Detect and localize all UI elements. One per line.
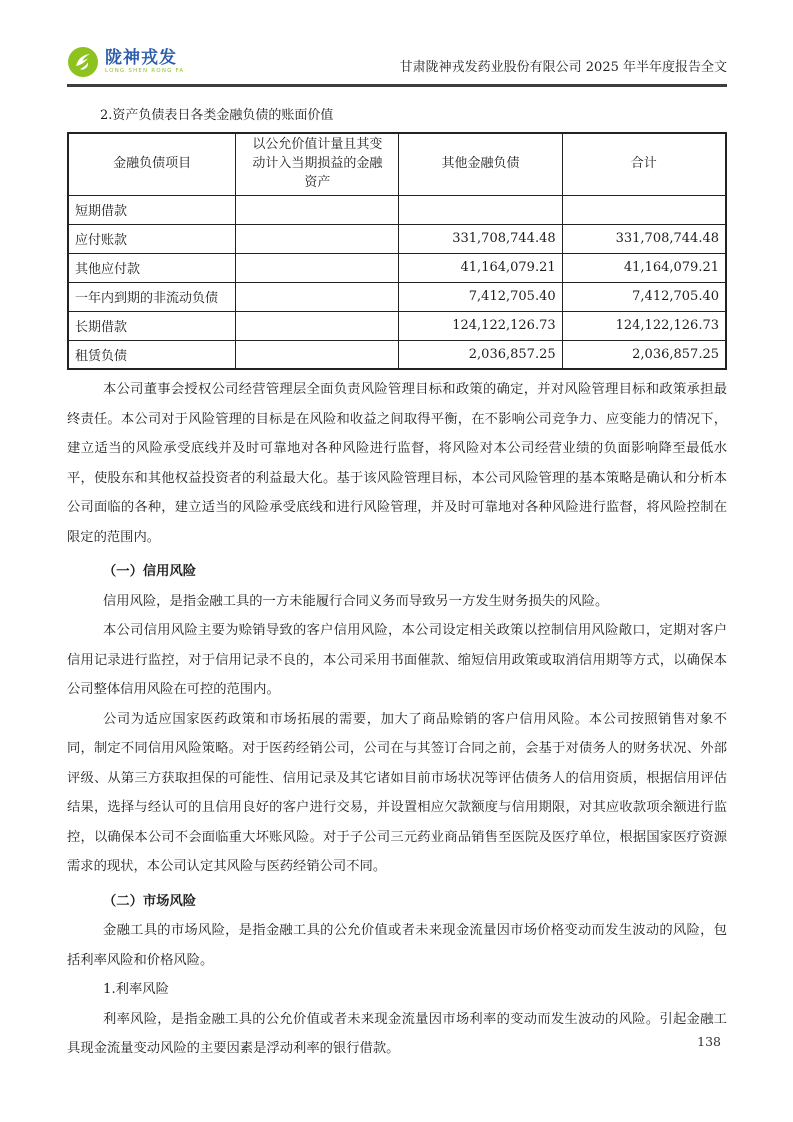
row-fvtpl-value [236,311,399,340]
page-header [67,0,727,87]
table-row [68,224,726,253]
row-item-label: 长期借款 [68,311,236,340]
row-other-value: 2,036,857.25 [399,340,562,369]
heading-credit-risk: （一）信用风险 [103,564,197,580]
row-other-value [399,195,562,224]
logo-en-name: LONG SHEN RONG FA [105,67,185,74]
row-total-value: 331,708,744.48 [562,224,726,253]
paragraph-credit-risk-control: 本公司信用风险主要为赊销导致的客户信用风险，本公司设定相关政策以控制信用风险敞口，定期对客户信用记录进行监控，对于信用记录不良的，本公司采用书面催款、缩短信用政策或取消信用期等方式，以确保本公司整体信用风险在可控的范围内。 [67,623,727,698]
heading-market-risk: （二）市场风险 [103,893,197,909]
row-fvtpl-value [236,253,399,282]
row-item-label: 短期借款 [68,195,236,224]
row-item-label: 租赁负债 [68,340,236,369]
row-total-value: 2,036,857.25 [562,340,726,369]
paragraph-interest-rate-risk: 利率风险，是指金融工具的公允价值或者未来现金流量因市场利率的变动而发生波动的风险。引起金融工具现金流量变动风险的主要因素是浮动利率的银行借款。 [67,1011,727,1057]
row-fvtpl-value [236,340,399,369]
logo-text [105,47,185,75]
subheading-interest-rate-risk: 1.利率风险 [103,982,169,998]
table-header-row [68,133,726,195]
col-header-other: 其他金融负债 [399,133,562,195]
table-caption: 2.资产负债表日各类金融负债的账面价值 [100,108,334,123]
body-text [67,375,727,1064]
row-other-value: 7,412,705.40 [399,282,562,311]
logo-cn-name: 陇神戎发 [105,47,177,68]
financial-liabilities-table [67,132,727,370]
row-item-label: 应付账款 [68,224,236,253]
row-fvtpl-value [236,282,399,311]
table-row [68,253,726,282]
row-other-value: 124,122,126.73 [399,311,562,340]
col-header-total: 合计 [562,133,726,195]
row-total-value: 41,164,079.21 [562,253,726,282]
table-row [68,195,726,224]
row-other-value: 41,164,079.21 [399,253,562,282]
table-row [68,282,726,311]
row-other-value: 331,708,744.48 [399,224,562,253]
row-total-value: 7,412,705.40 [562,282,726,311]
table-row [68,311,726,340]
row-total-value [562,195,726,224]
row-fvtpl-value [236,195,399,224]
paragraph-risk-policy: 本公司董事会授权公司经营管理层全面负责风险管理目标和政策的确定，并对风险管理目标和政策承担最终责任。本公司对于风险管理的目标是在风险和收益之间取得平衡，在不影响公司竞争力、应变能力的情况下，建立适当的风险承受底线并及时可靠地对各种风险进行监督，将风险对本公司经营业绩的负面影响降至最低水平，使股东和其他权益投资者的利益最大化。基于该风险管理目标，本公司风险管理的基本策略是确认和分析本公司面临的各种，建立适当的风险承受底线和进行风险管理，并及时可靠地对各种风险进行监督，将风险控制在限定的范围内。 [67,382,727,545]
row-item-label: 其他应付款 [68,253,236,282]
row-total-value: 124,122,126.73 [562,311,726,340]
page-number: 138 [697,1034,721,1049]
paragraph-credit-risk-def: 信用风险，是指金融工具的一方未能履行合同义务而导致另一方发生财务损失的风险。 [103,593,609,609]
col-header-item: 金融负债项目 [68,133,236,195]
company-logo [67,46,184,78]
table-row [68,340,726,369]
paragraph-market-risk-def: 金融工具的市场风险，是指金融工具的公允价值或者未来现金流量因市场价格变动而发生波动的风险，包括利率风险和价格风险。 [67,923,727,968]
col-header-fvtpl: 以公允价值计量且其变动计入当期损益的金融资产 [236,133,399,195]
row-item-label: 一年内到期的非流动负债 [68,282,236,311]
logo-mark-icon [67,46,99,78]
row-fvtpl-value [236,224,399,253]
page-content [67,96,727,1064]
report-title: 甘肃陇神戎发药业股份有限公司 2025 年半年度报告全文 [399,60,727,75]
paragraph-credit-risk-strategy: 公司为适应国家医药政策和市场拓展的需要，加大了商品赊销的客户信用风险。本公司按照销售对象不同，制定不同信用风险策略。对于医药经销公司，公司在与其签订合同之前，会基于对债务人的财务状况、外部评级、从第三方获取担保的可能性、信用记录及其它诸如目前市场状况等评估债务人的信用资质，根据信用评估结果，选择与经认可的且信用良好的客户进行交易，并设置相应欠款额度与信用期限，对其应收款项余额进行监控，以确保本公司不会面临重大坏账风险。对于子公司三元药业商品销售至医院及医疗单位，根据国家医疗资源需求的现状，本公司认定其风险与医药经销公司不同。 [67,711,727,875]
